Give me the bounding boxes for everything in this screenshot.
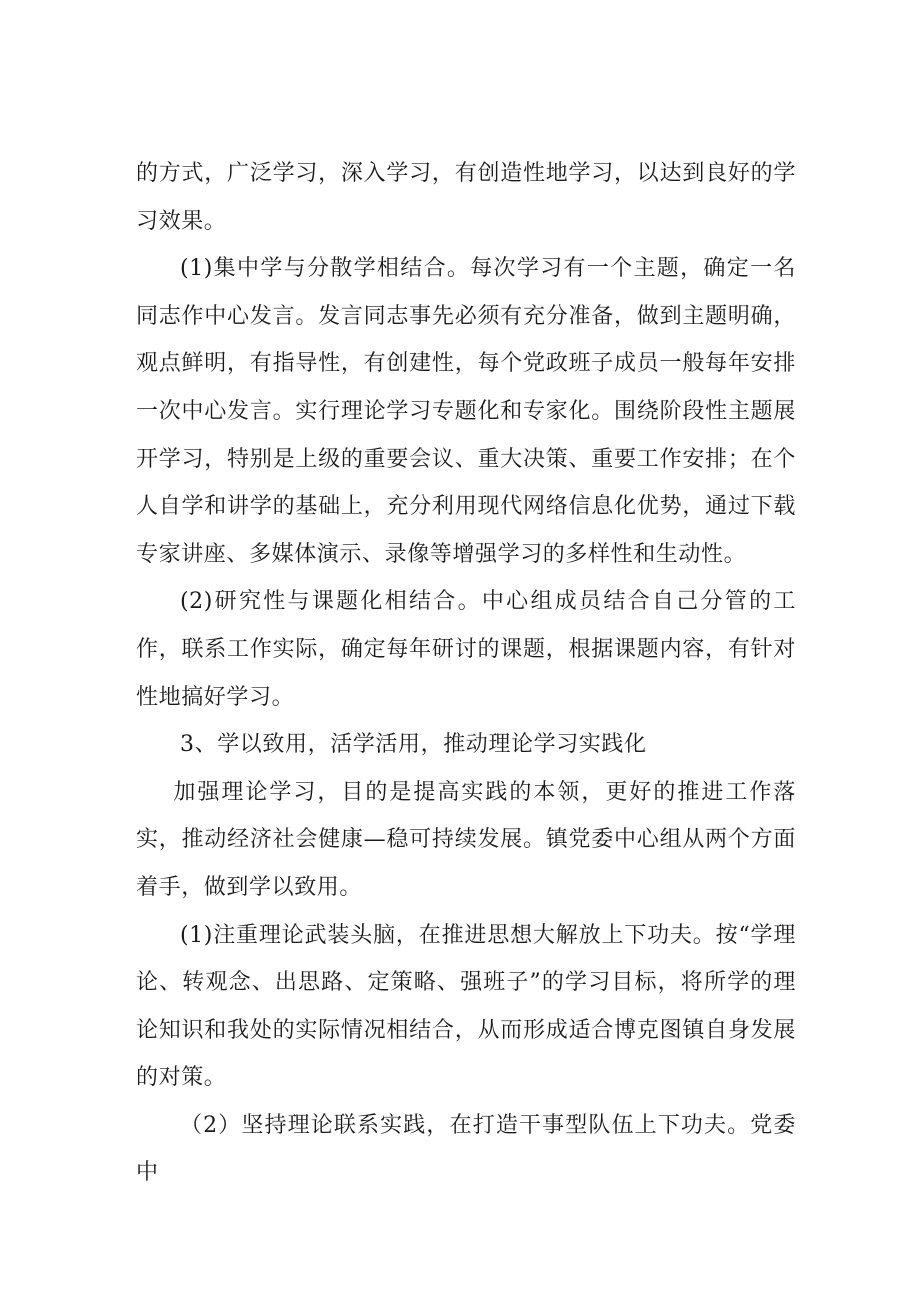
paragraph-item-1-concentrated-study: (1)集中学与分散学相结合。每次学习有一个主题，确定一名同志作中心发言。发言同志事先必须有充分准备，做到主题明确，观点鲜明，有指导性，有创建性，每个党政班子成员一般每年安排一次中心发言。实行理论学习专题化和专家化。围绕阶段性主题展开学习，特别是上级的重要会议、重大决策、重要工作安排；在个人自学和讲学的基础上，充分利用现代网络信息化优势，通过下载专家讲座、多媒体演示、录像等增强学习的多样性和生动性。	[136, 256, 796, 567]
paragraph-section-3-intro: 加强理论学习，目的是提高实践的本领，更好的推进工作落实，推动经济社会健康—稳可持续发展。镇党委中心组从两个方面着手，做到学以致用。	[136, 779, 796, 900]
paragraph-item-2-theory-practice: （2）坚持理论联系实践，在打造干事型队伍上下功夫。党委中	[136, 1112, 796, 1186]
paragraph-continuation: 的方式，广泛学习，深入学习，有创造性地学习，以达到良好的学习效果。	[136, 161, 796, 234]
paragraph-item-1-theory-armament: (1)注重理论武装头脑，在推进思想大解放上下功夫。按“学理论、转观念、出思路、定策略、强班子”的学习目标，将所学的理论知识和我处的实际情况相结合，从而形成适合博克图镇自身发展的对策。	[136, 922, 796, 1091]
document-body	[136, 150, 796, 1197]
section-heading-3: 3、学以致用，活学活用，推动理论学习实践化	[180, 732, 647, 758]
paragraph-item-2-research-study: (2)研究性与课题化相结合。中心组成员结合自己分管的工作，联系工作实际，确定每年研讨的课题，根据课题内容，有针对性地搞好学习。	[136, 589, 796, 710]
